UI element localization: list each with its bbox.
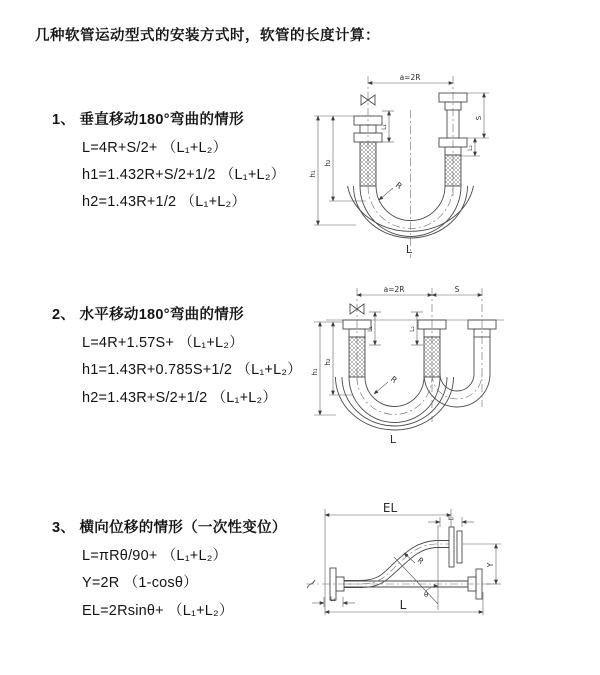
dim-s: [432, 285, 482, 295]
section1-formula-h1: h1=1.432R+S/2+1/2 （L₁+L₂）: [82, 167, 286, 183]
middle-pipe-fitting: [418, 320, 446, 377]
section2-formula-h2: h2=1.43R+S/2+1/2 （L₁+L₂）: [82, 390, 278, 406]
hose-deep-u: [336, 377, 454, 430]
dim-label-h2: h₂: [324, 358, 332, 366]
dim-label-l1: L₁: [367, 326, 374, 332]
section1-formula-h2: h2=1.43R+1/2 （L₁+L₂）: [82, 194, 247, 210]
hose-shallow-u: [424, 374, 490, 407]
dim-label-l2: L₂: [467, 145, 474, 151]
radius-label: [374, 374, 399, 394]
diagram-horizontal-180-bend: [308, 282, 600, 454]
dim-l-total: [325, 592, 483, 615]
dim-label-h2: h₂: [324, 159, 332, 167]
section1-formula-L: L=4R+S/2+ （L₁+L₂）: [82, 140, 228, 156]
section2-heading: 2、 水平移动180°弯曲的情形: [52, 307, 244, 323]
section3-formula-Y: Y=2R （1-cosθ）: [82, 575, 198, 591]
upper-right-flange-fitting: [449, 527, 462, 567]
dim-label-el: EL: [382, 501, 398, 515]
dim-label-r: R: [388, 374, 399, 386]
dim-label-y: Y: [486, 562, 495, 568]
section3-heading: 3、 横向位移的情形（一次性变位）: [52, 520, 287, 536]
dim-label-r: R: [393, 180, 404, 192]
dim-l1: [381, 111, 394, 142]
diagram-lateral-displacement: [298, 497, 598, 647]
dim-heights: [311, 322, 353, 415]
section2-formula-L: L=4R+1.57S+ （L₁+L₂）: [82, 335, 244, 351]
dim-label-h1: h₁: [311, 368, 319, 376]
diagram-vertical-180-bend: [308, 68, 600, 268]
radius-label: [379, 180, 404, 200]
section3-formula-EL: EL=2Rsinθ+ （L₁+L₂）: [82, 603, 234, 619]
dim-label-l: L: [399, 598, 407, 612]
dim-a2r: [368, 73, 453, 83]
dim-label-l2: L₂: [448, 515, 454, 522]
hose-s-curve: [344, 541, 449, 588]
dim-l1: [367, 312, 381, 345]
section1-heading: 1、 垂直移动180°弯曲的情形: [52, 112, 244, 128]
dim-label-s: S: [454, 285, 460, 294]
dim-label-h1: h₁: [309, 170, 317, 178]
dim-heights: [309, 116, 366, 225]
dim-label-theta: θ: [424, 591, 429, 599]
dim-label-l2: L₂: [409, 326, 416, 332]
page-title: 几种软管运动型式的安装方式时，软管的长度计算：: [35, 28, 380, 44]
dim-label-a2r: a=2R: [383, 285, 405, 294]
dim-label-l-total: L: [389, 433, 397, 446]
dim-label-r: R: [415, 555, 426, 566]
dim-label-a2r: a=2R: [399, 73, 421, 82]
dim-label-s: S: [475, 115, 483, 121]
dim-a2r: [357, 285, 432, 295]
dim-l2: [409, 312, 423, 345]
dim-l1: [312, 596, 355, 607]
dim-label-l1: L₁: [381, 124, 388, 130]
dim-label-l-total: L: [405, 243, 413, 256]
section2-formula-h1: h1=1.43R+0.785S+1/2 （L₁+L₂）: [82, 362, 302, 378]
right-pipe-fitting: [439, 93, 467, 186]
dim-label-l1: L₁: [330, 596, 336, 603]
section3-formula-L: L=πRθ/90+ （L₁+L₂）: [82, 548, 228, 564]
